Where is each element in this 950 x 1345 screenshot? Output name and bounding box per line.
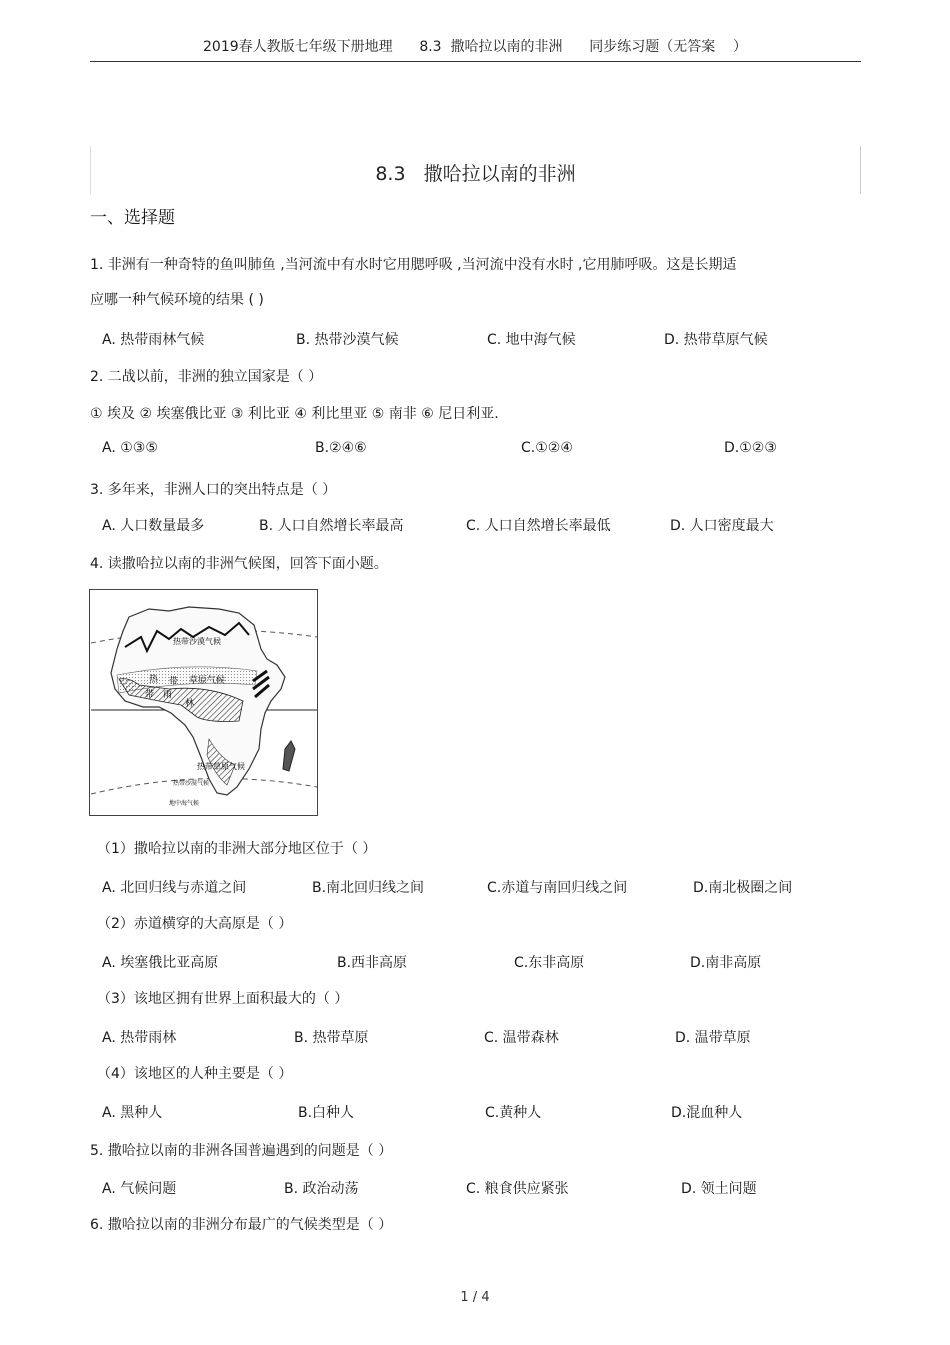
header-rule <box>90 61 861 62</box>
q4-sub4-stem: （4）该地区的人种主要是（ ） <box>97 1066 293 1082</box>
q2-stem: 2. 二战以前，非洲的独立国家是（ ） <box>90 369 323 385</box>
q4-sub4-option-c: C.黄种人 <box>485 1105 542 1121</box>
q4-sub2-option-d: D.南非高原 <box>690 955 762 971</box>
q4-sub2-option-c: C.东非高原 <box>514 955 585 971</box>
q4-sub1-option-b: B.南北回归线之间 <box>312 880 425 896</box>
q1-stem-line1: 1. 非洲有一种奇特的鱼叫肺鱼 ,当河流中有水时它用腮呼吸 ,当河流中没有水时 ,它用肺呼吸。这是长期适 <box>90 257 737 273</box>
q1-option-c: C. 地中海气候 <box>487 332 576 348</box>
q4-sub3-option-c: C. 温带森林 <box>484 1030 559 1046</box>
q5-option-d: D. 领土问题 <box>681 1181 757 1197</box>
q3-option-d: D. 人口密度最大 <box>670 518 774 534</box>
q3-option-b: B. 人口自然增长率最高 <box>259 518 404 534</box>
q2-option-d: D.①②③ <box>724 440 777 456</box>
map-label-savanna-3: 草原气候 <box>189 676 226 686</box>
q4-sub2-option-b: B.西非高原 <box>337 955 408 971</box>
map-label-rain-3: 林 <box>185 699 195 709</box>
q4-sub4-option-b: B.白种人 <box>298 1105 355 1121</box>
q5-option-a: A. 气候问题 <box>102 1181 177 1197</box>
q4-sub3-option-d: D. 温带草原 <box>675 1030 751 1046</box>
section-heading: 一、选择题 <box>90 208 175 228</box>
africa-climate-map <box>89 589 318 816</box>
q1-option-b: B. 热带沙漠气候 <box>296 332 399 348</box>
q1-option-a: A. 热带雨林气候 <box>102 332 205 348</box>
q3-option-c: C. 人口自然增长率最低 <box>466 518 611 534</box>
q6-stem: 6. 撒哈拉以南的非洲分布最广的气候类型是（ ） <box>90 1217 393 1233</box>
q2-list: ① 埃及 ② 埃塞俄比亚 ③ 利比亚 ④ 利比里亚 ⑤ 南非 ⑥ 尼日利亚. <box>90 406 499 422</box>
q4-sub3-stem: （3）该地区拥有世界上面积最大的（ ） <box>97 991 349 1007</box>
q4-sub1-option-d: D.南北极圈之间 <box>693 880 793 896</box>
q4-sub1-stem: （1）撒哈拉以南的非洲大部分地区位于（ ） <box>97 841 377 857</box>
map-label-desert: 热带沙漠气候 <box>173 637 221 646</box>
q1-stem-line2: 应哪一种气候环境的结果 ( ) <box>90 292 264 308</box>
map-label-med: 地中海气候 <box>169 800 200 807</box>
q4-sub2-option-a: A. 埃塞俄比亚高原 <box>102 955 219 971</box>
q4-sub3-option-b: B. 热带草原 <box>294 1030 369 1046</box>
q5-stem: 5. 撒哈拉以南的非洲各国普遍遇到的问题是（ ） <box>90 1143 393 1159</box>
page-number: 1 / 4 <box>460 1290 490 1305</box>
q4-sub4-option-d: D.混血种人 <box>671 1105 743 1121</box>
q2-option-b: B.②④⑥ <box>315 440 367 456</box>
q2-option-a: A. ①③⑤ <box>102 440 158 456</box>
page-header: 2019春人教版七年级下册地理 8.3 撒哈拉以南的非洲 同步练习题（无答案 ） <box>203 39 747 55</box>
q4-stem: 4. 读撒哈拉以南的非洲气候图，回答下面小题。 <box>90 556 388 572</box>
map-label-rain-1: 带 <box>145 690 155 700</box>
q4-sub4-option-a: A. 黑种人 <box>102 1105 163 1121</box>
title-box <box>90 146 861 194</box>
q4-sub3-option-a: A. 热带雨林 <box>102 1030 177 1046</box>
q1-option-d: D. 热带草原气候 <box>664 332 768 348</box>
map-label-savanna-1: 热 <box>149 675 159 685</box>
q4-sub1-option-a: A. 北回归线与赤道之间 <box>102 880 247 896</box>
q4-sub1-option-c: C.赤道与南回归线之间 <box>487 880 628 896</box>
q5-option-b: B. 政治动荡 <box>284 1181 359 1197</box>
map-label-savanna-2: 带 <box>169 677 179 687</box>
map-label-rain-2: 雨 <box>163 690 173 700</box>
document-title: 8.3 撒哈拉以南的非洲 <box>375 163 576 185</box>
q3-option-a: A. 人口数量最多 <box>102 518 205 534</box>
map-label-desert-south: 热带沙漠气候 <box>173 780 210 787</box>
q5-option-c: C. 粮食供应紧张 <box>466 1181 569 1197</box>
map-label-savanna-south: 热带草原气候 <box>197 762 245 771</box>
q3-stem: 3. 多年来，非洲人口的突出特点是（ ） <box>90 482 337 498</box>
q2-option-c: C.①②④ <box>521 440 573 456</box>
q4-sub2-stem: （2）赤道横穿的大高原是（ ） <box>97 916 293 932</box>
